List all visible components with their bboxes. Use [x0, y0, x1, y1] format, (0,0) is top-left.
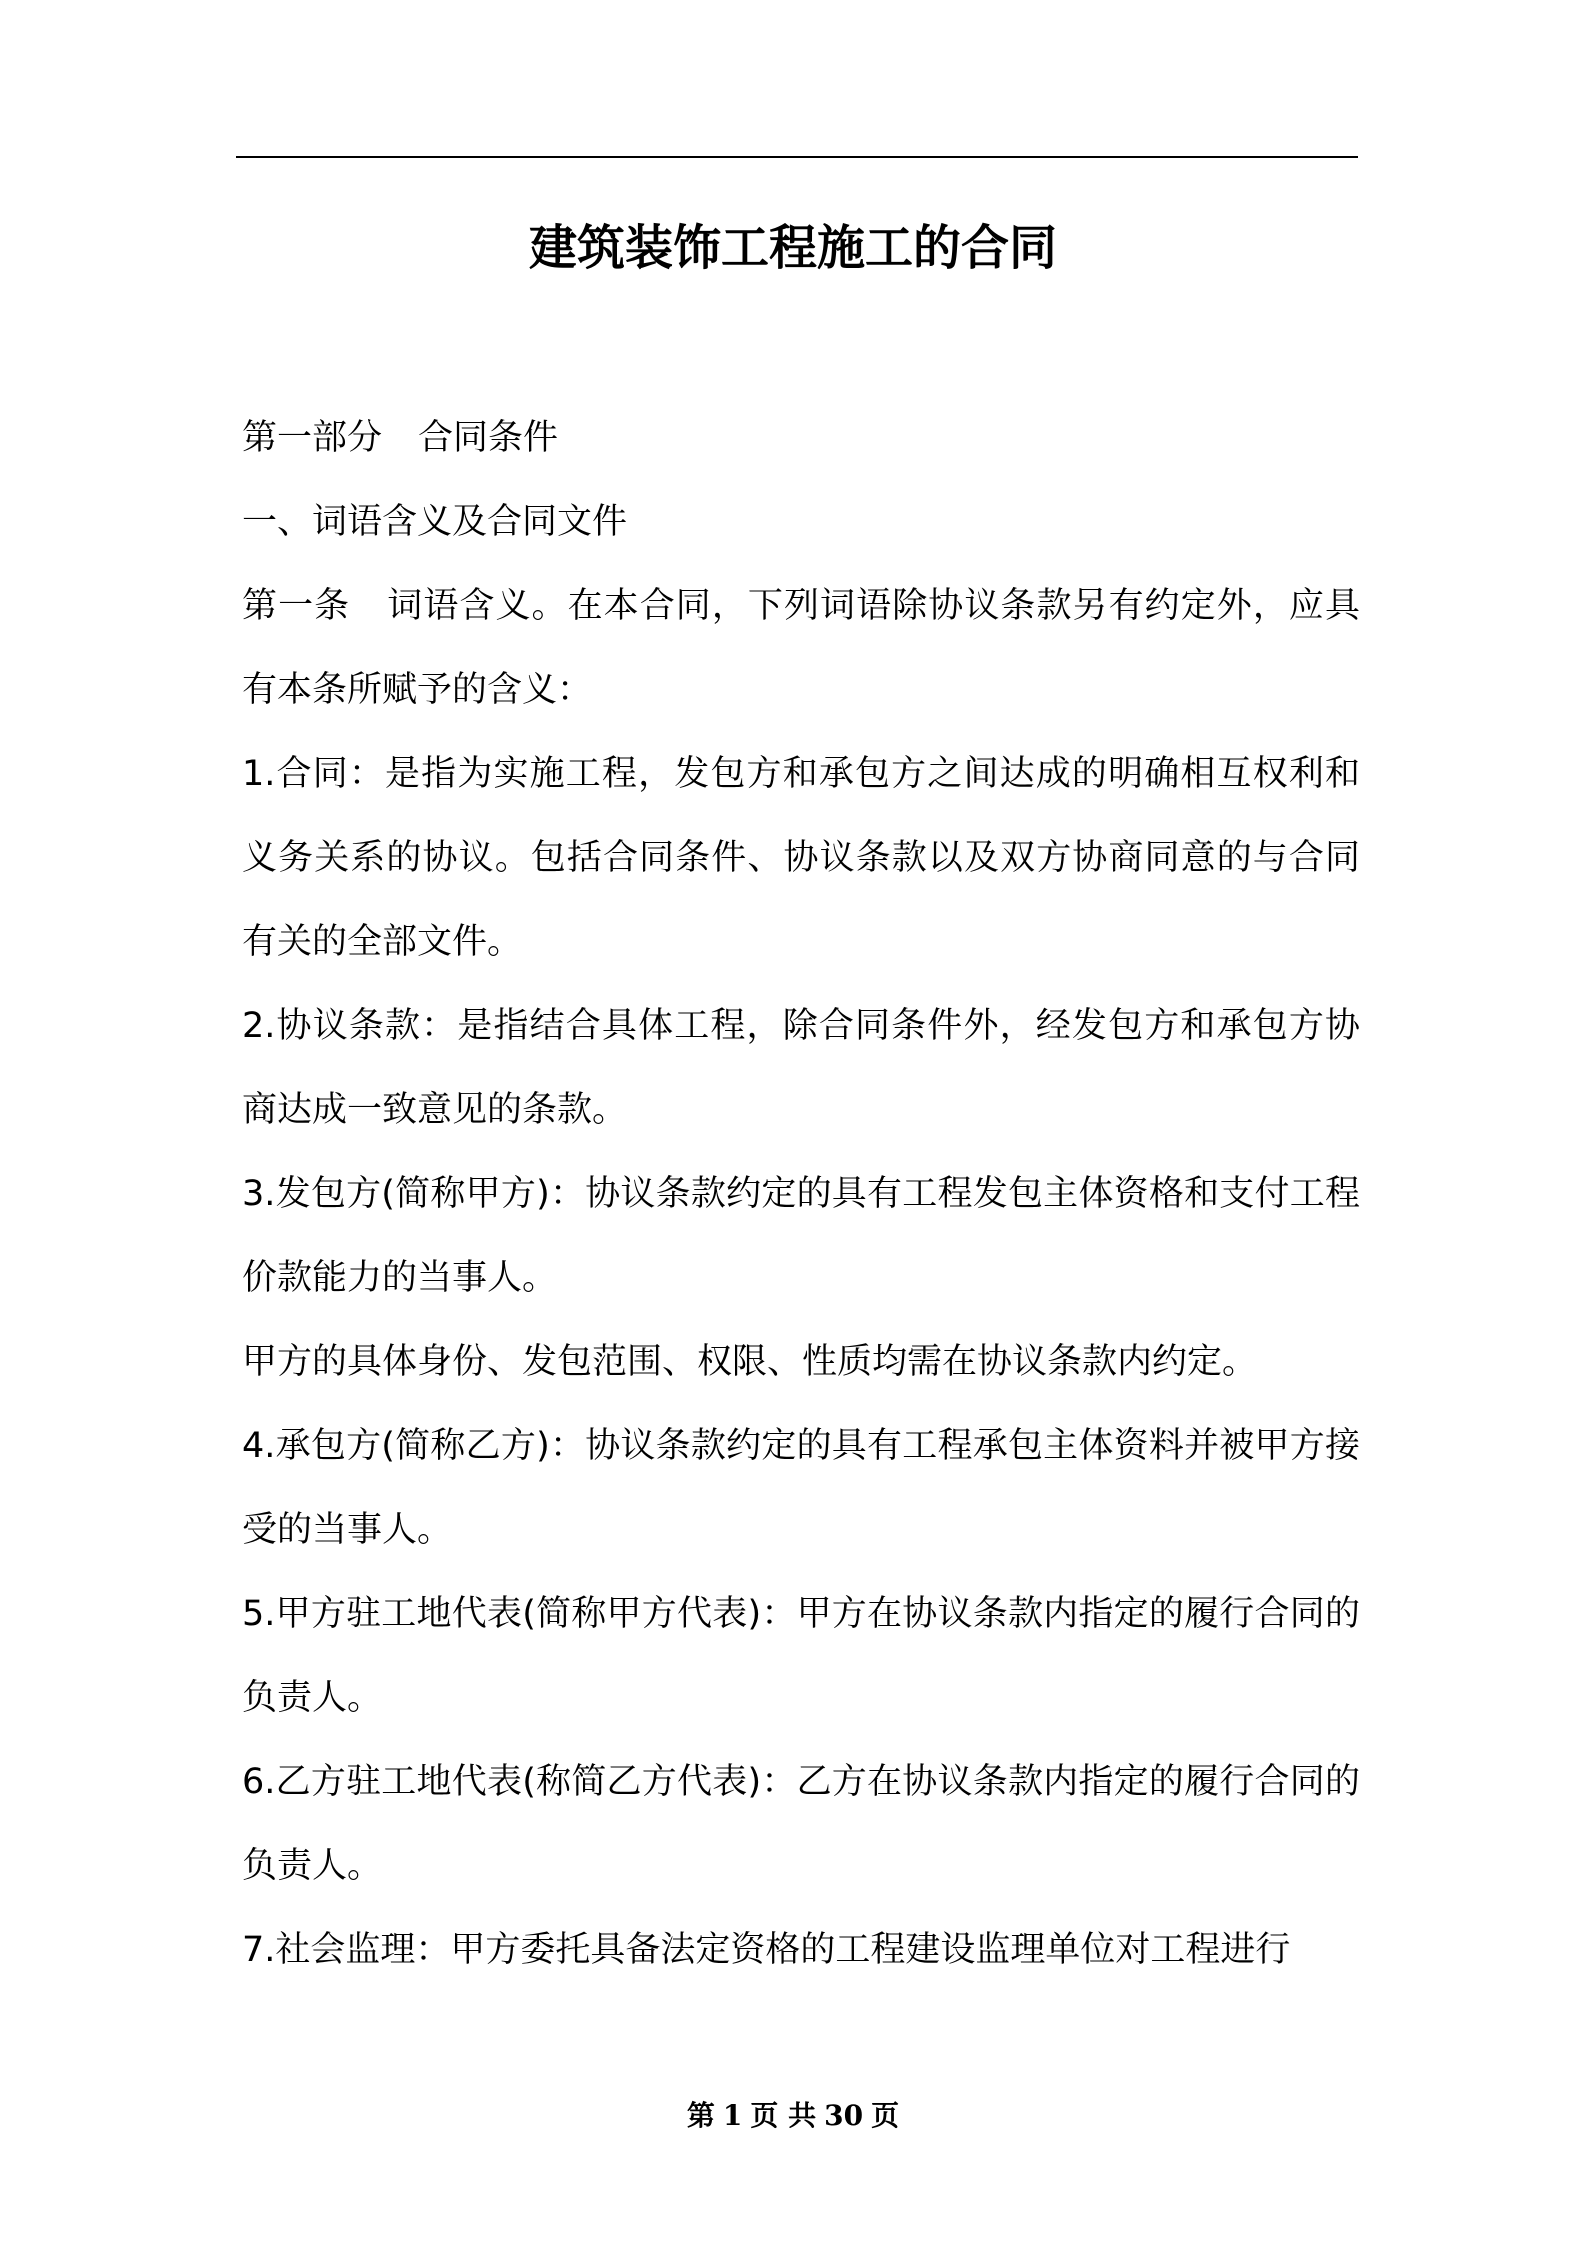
- paragraph-supervision: 7.社会监理：甲方委托具备法定资格的工程建设监理单位对工程进行: [242, 1930, 1291, 1970]
- paragraph-party-b: 4.承包方(简称乙方)：协议条款约定的具有工程承包主体资料并被甲方接受的当事人。: [242, 1426, 1360, 1550]
- part-label: 第一部分: [242, 418, 383, 458]
- part-heading: [242, 396, 1360, 480]
- paragraph-party-a-scope: 甲方的具体身份、发包范围、权限、性质均需在协议条款内约定。: [242, 1342, 1258, 1382]
- footer-middle: 页 共: [750, 2099, 817, 2132]
- article-label: 第一条: [242, 586, 351, 626]
- paragraph-party-a-representative: 5.甲方驻工地代表(简称甲方代表)：甲方在协议条款内指定的履行合同的负责人。: [242, 1594, 1360, 1718]
- paragraph-party-a: 3.发包方(简称甲方)：协议条款约定的具有工程发包主体资格和支付工程价款能力的当事人。: [242, 1174, 1360, 1298]
- footer-prefix: 第: [686, 2099, 715, 2132]
- paragraph-party-b-representative: 6.乙方驻工地代表(称简乙方代表)：乙方在协议条款内指定的履行合同的负责人。: [242, 1762, 1360, 1886]
- article-one: [242, 564, 1360, 732]
- paragraph-contract: 1.合同：是指为实施工程，发包方和承包方之间达成的明确相互权利和义务关系的协议。包括合同条件、协议条款以及双方协商同意的与合同有关的全部文件。: [242, 754, 1360, 962]
- paragraph-agreement-terms: 2.协议条款：是指结合具体工程，除合同条件外，经发包方和承包方协商达成一致意见的条款。: [242, 1006, 1360, 1130]
- footer-total-pages: 30: [824, 2099, 864, 2132]
- part-text: 合同条件: [418, 418, 559, 458]
- header-rule: [236, 156, 1358, 158]
- footer-page-number: 1: [722, 2099, 743, 2132]
- footer-suffix: 页: [871, 2099, 900, 2132]
- document-body: [242, 396, 1360, 1992]
- document-title: 建筑装饰工程施工的合同: [528, 220, 1057, 276]
- article-text: 词语含义。在本合同，下列词语除协议条款另有约定外，应具有本条所赋予的含义：: [242, 586, 1360, 710]
- section-heading: 一、词语含义及合同文件: [242, 502, 628, 542]
- page-footer: [0, 2094, 1586, 2134]
